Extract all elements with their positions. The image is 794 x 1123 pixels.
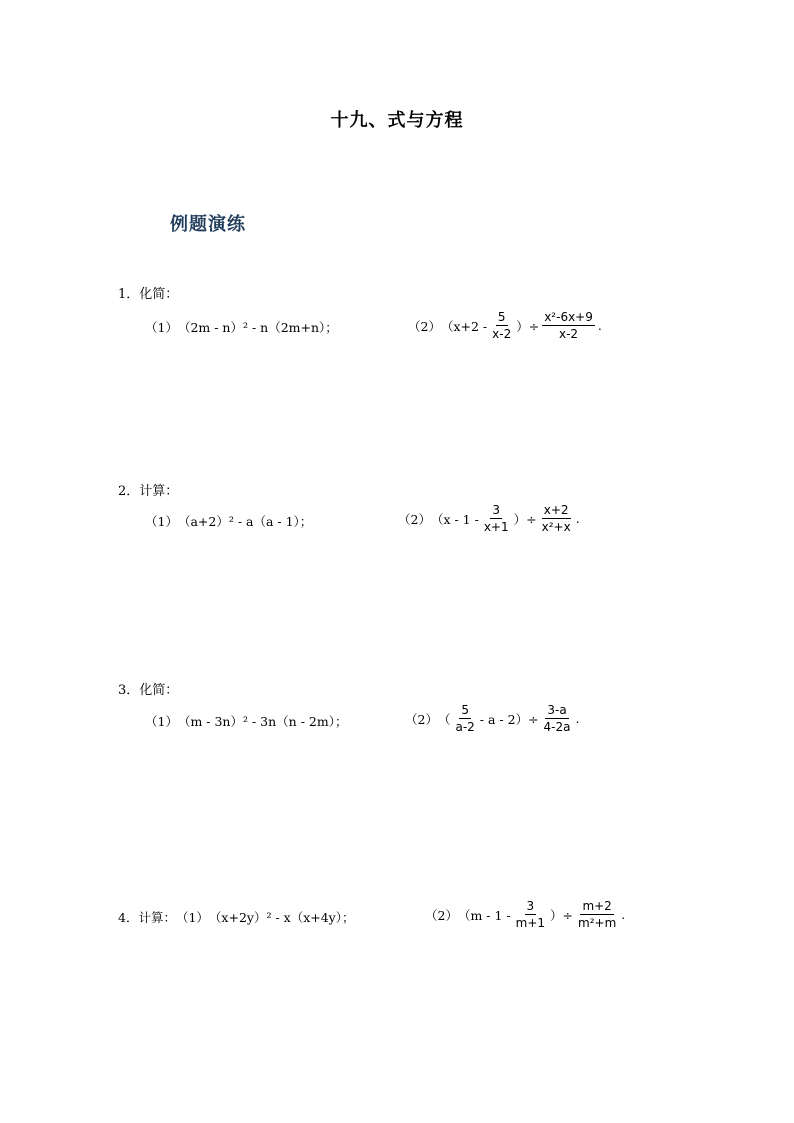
expression-pre: （x+2 - xyxy=(440,318,488,334)
expression-mid: ）÷ xyxy=(516,318,540,334)
denominator: x-2 xyxy=(492,327,512,341)
numerator: x+2 xyxy=(543,503,569,517)
numerator: 5 xyxy=(461,703,469,717)
numerator: 3-a xyxy=(547,703,567,717)
part-label: （2） xyxy=(408,318,441,334)
fraction-1 xyxy=(490,310,513,341)
expression-mid: ）÷ xyxy=(550,907,574,923)
problem-2-heading xyxy=(118,480,178,499)
problem-number: 4． xyxy=(118,910,139,925)
denominator: x²+x xyxy=(541,520,571,534)
problem-number: 1． xyxy=(118,287,140,302)
expression: （m - 3n）² - 3n（n - 2m）； xyxy=(177,714,348,729)
numerator: 5 xyxy=(497,310,506,324)
part-label: （1） xyxy=(145,514,178,529)
fraction-2 xyxy=(542,310,595,341)
problem-3-part-2 xyxy=(405,703,579,734)
part-label: （1） xyxy=(145,320,178,335)
expression: （a+2）² - a（a - 1）； xyxy=(177,514,313,529)
problem-instruction: 化简： xyxy=(139,287,179,302)
problem-2-part-1 xyxy=(145,512,312,530)
denominator: x+1 xyxy=(483,520,509,534)
problem-3-heading xyxy=(118,679,178,698)
problem-instruction: 计算： xyxy=(139,484,179,499)
problem-4-part-1 xyxy=(118,908,354,926)
page-title: 十九、式与方程 xyxy=(330,110,464,131)
part-label: （2） xyxy=(405,711,438,727)
expression-mid: ）÷ xyxy=(513,511,537,527)
problem-number: 3． xyxy=(118,683,140,698)
part-label: （1） xyxy=(145,714,178,729)
denominator: m²+m xyxy=(578,916,617,930)
denominator: m+1 xyxy=(515,916,546,930)
problem-number: 2． xyxy=(118,484,140,499)
fraction-2 xyxy=(542,703,573,734)
part-label: （1） xyxy=(175,910,209,925)
denominator: a-2 xyxy=(455,720,475,734)
expression-post: . xyxy=(575,511,580,526)
expression-post: . xyxy=(575,711,580,726)
problem-4-part-2 xyxy=(425,899,625,930)
fraction-1 xyxy=(453,703,476,734)
expression-pre: （ xyxy=(437,711,451,727)
expression-pre: （x - 1 - xyxy=(430,511,479,527)
denominator: x-2 xyxy=(559,327,579,341)
expression: （2m - n）² - n（2m+n）； xyxy=(177,320,338,335)
part-label: （2） xyxy=(398,511,431,527)
numerator: x²-6x+9 xyxy=(544,310,593,324)
problem-1-part-1 xyxy=(145,318,338,336)
problem-1-heading xyxy=(118,283,178,302)
numerator: m+2 xyxy=(582,899,612,913)
problem-instruction: 计算： xyxy=(138,910,176,925)
expression-post: . xyxy=(621,907,626,922)
expression: （x+2y）² - x（x+4y）； xyxy=(208,910,355,925)
problem-2-part-2 xyxy=(398,503,580,534)
numerator: 3 xyxy=(526,899,535,913)
fraction-2 xyxy=(576,899,618,930)
problem-instruction: 化简： xyxy=(139,683,179,698)
fraction-1 xyxy=(514,899,547,930)
part-label: （2） xyxy=(425,907,458,923)
section-subtitle: 例题演练 xyxy=(170,214,246,235)
expression-post: . xyxy=(597,318,602,333)
fraction-1 xyxy=(482,503,511,534)
problem-1-part-2 xyxy=(408,310,602,341)
fraction-2 xyxy=(540,503,573,534)
expression-mid: - a - 2）÷ xyxy=(479,711,539,727)
numerator: 3 xyxy=(492,503,501,517)
expression-pre: （m - 1 - xyxy=(457,907,511,923)
problem-3-part-1 xyxy=(145,712,347,730)
denominator: 4-2a xyxy=(543,720,571,734)
